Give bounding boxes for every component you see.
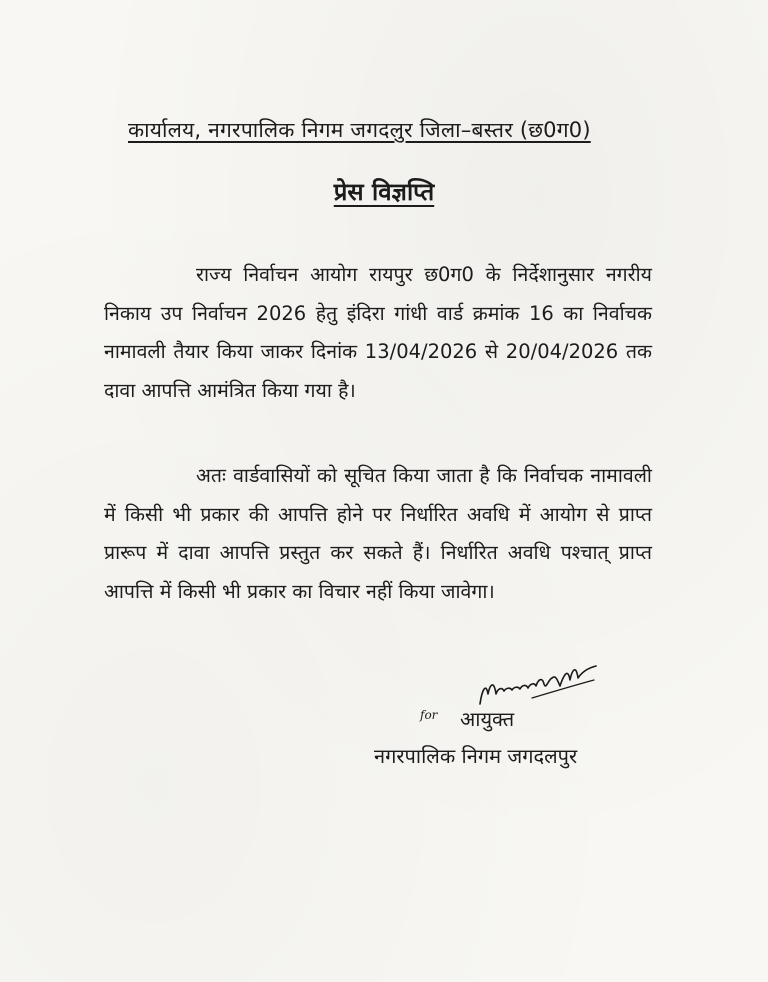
signatory-designation: आयुक्त xyxy=(460,707,515,731)
signature-block xyxy=(360,660,680,780)
body-paragraph-2: अतः वार्डवासियों को सूचित किया जाता है कि निर्वाचक नामावली में किसी भी प्रकार की आपत्ति होने पर निर्धारित अवधि में आयोग से प्राप्त प्रारूप में दावा आपत्ति प्रस्तुत कर सकते हैं। निर्धारित अवधि पश्चात् प्राप्त आपत्ति में किसी भी प्रकार का विचार नहीं किया जावेगा। xyxy=(104,464,652,603)
document-title xyxy=(0,175,768,208)
body-paragraph-1: राज्य निर्वाचन आयोग रायपुर छ0ग0 के निर्देशानुसार नगरीय निकाय उप निर्वाचन 2026 हेतु इंदिरा गांधी वार्ड क्रमांक 16 का निर्वाचक नामावली तैयार किया जाकर दिनांक 13/04/2026 से 20/04/2026 तक दावा आपत्ति आमंत्रित किया गया है। xyxy=(104,263,652,402)
for-mark: for xyxy=(420,708,438,722)
signatory-office: नगरपालिक निगम जगदलपुर xyxy=(374,744,578,768)
document-title-text: प्रेस विज्ञप्ति xyxy=(333,178,435,206)
office-header: कार्यालय, नगरपालिक निगम जगदलुर जिला–बस्तर (छ0ग0) xyxy=(128,118,591,142)
